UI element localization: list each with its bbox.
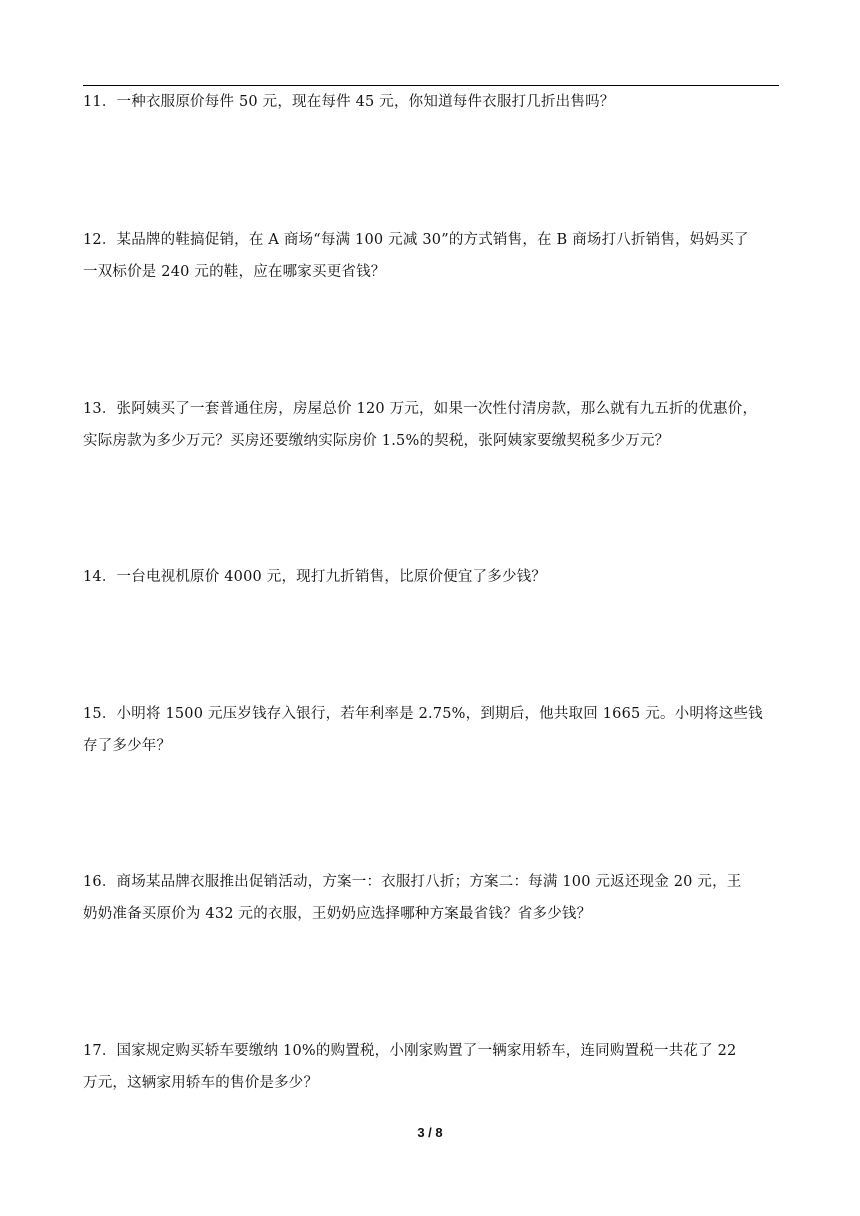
question-11: [83, 86, 783, 118]
question-line: 奶奶准备买原价为 432 元的衣服，王奶奶应选择哪种方案最省钱？省多少钱？: [83, 906, 592, 922]
question-15: [83, 698, 783, 762]
question-line: 11．一种衣服原价每件 50 元，现在每件 45 元，你知道每件衣服打几折出售吗？: [83, 94, 615, 110]
question-12: [83, 224, 783, 288]
question-line: 一双标价是 240 元的鞋，应在哪家买更省钱？: [83, 264, 386, 280]
page-number: 3 / 8: [417, 1125, 443, 1140]
question-17: [83, 1035, 783, 1099]
question-line: 14．一台电视机原价 4000 元，现打九折销售，比原价便宜了多少钱？: [83, 569, 547, 585]
question-line: 13．张阿姨买了一套普通住房，房屋总价 120 万元，如果一次性付清房款，那么就有九五折的优惠价，: [83, 401, 758, 417]
question-line: 万元，这辆家用轿车的售价是多少？: [83, 1075, 319, 1091]
question-line: 存了多少年？: [83, 738, 172, 754]
question-16: [83, 866, 783, 930]
question-13: [83, 393, 783, 457]
question-14: [83, 561, 783, 593]
question-line: 16．商场某品牌衣服推出促销活动，方案一：衣服打八折；方案二：每满 100 元返还现金 20 元，王: [83, 874, 742, 890]
question-line: 15．小明将 1500 元压岁钱存入银行，若年利率是 2.75%，到期后，他共取回 1665 元。小明将这些钱: [83, 706, 763, 722]
question-line: 实际房款为多少万元？买房还要缴纳实际房价 1.5%的契税，张阿姨家要缴契税多少万元？: [83, 433, 670, 449]
question-line: 17．国家规定购买轿车要缴纳 10%的购置税，小刚家购置了一辆家用轿车，连同购置税一共花了 22: [83, 1043, 737, 1059]
question-line: 12．某品牌的鞋搞促销，在 A 商场“每满 100 元减 30”的方式销售，在 B 商场打八折销售，妈妈买了: [83, 232, 749, 248]
